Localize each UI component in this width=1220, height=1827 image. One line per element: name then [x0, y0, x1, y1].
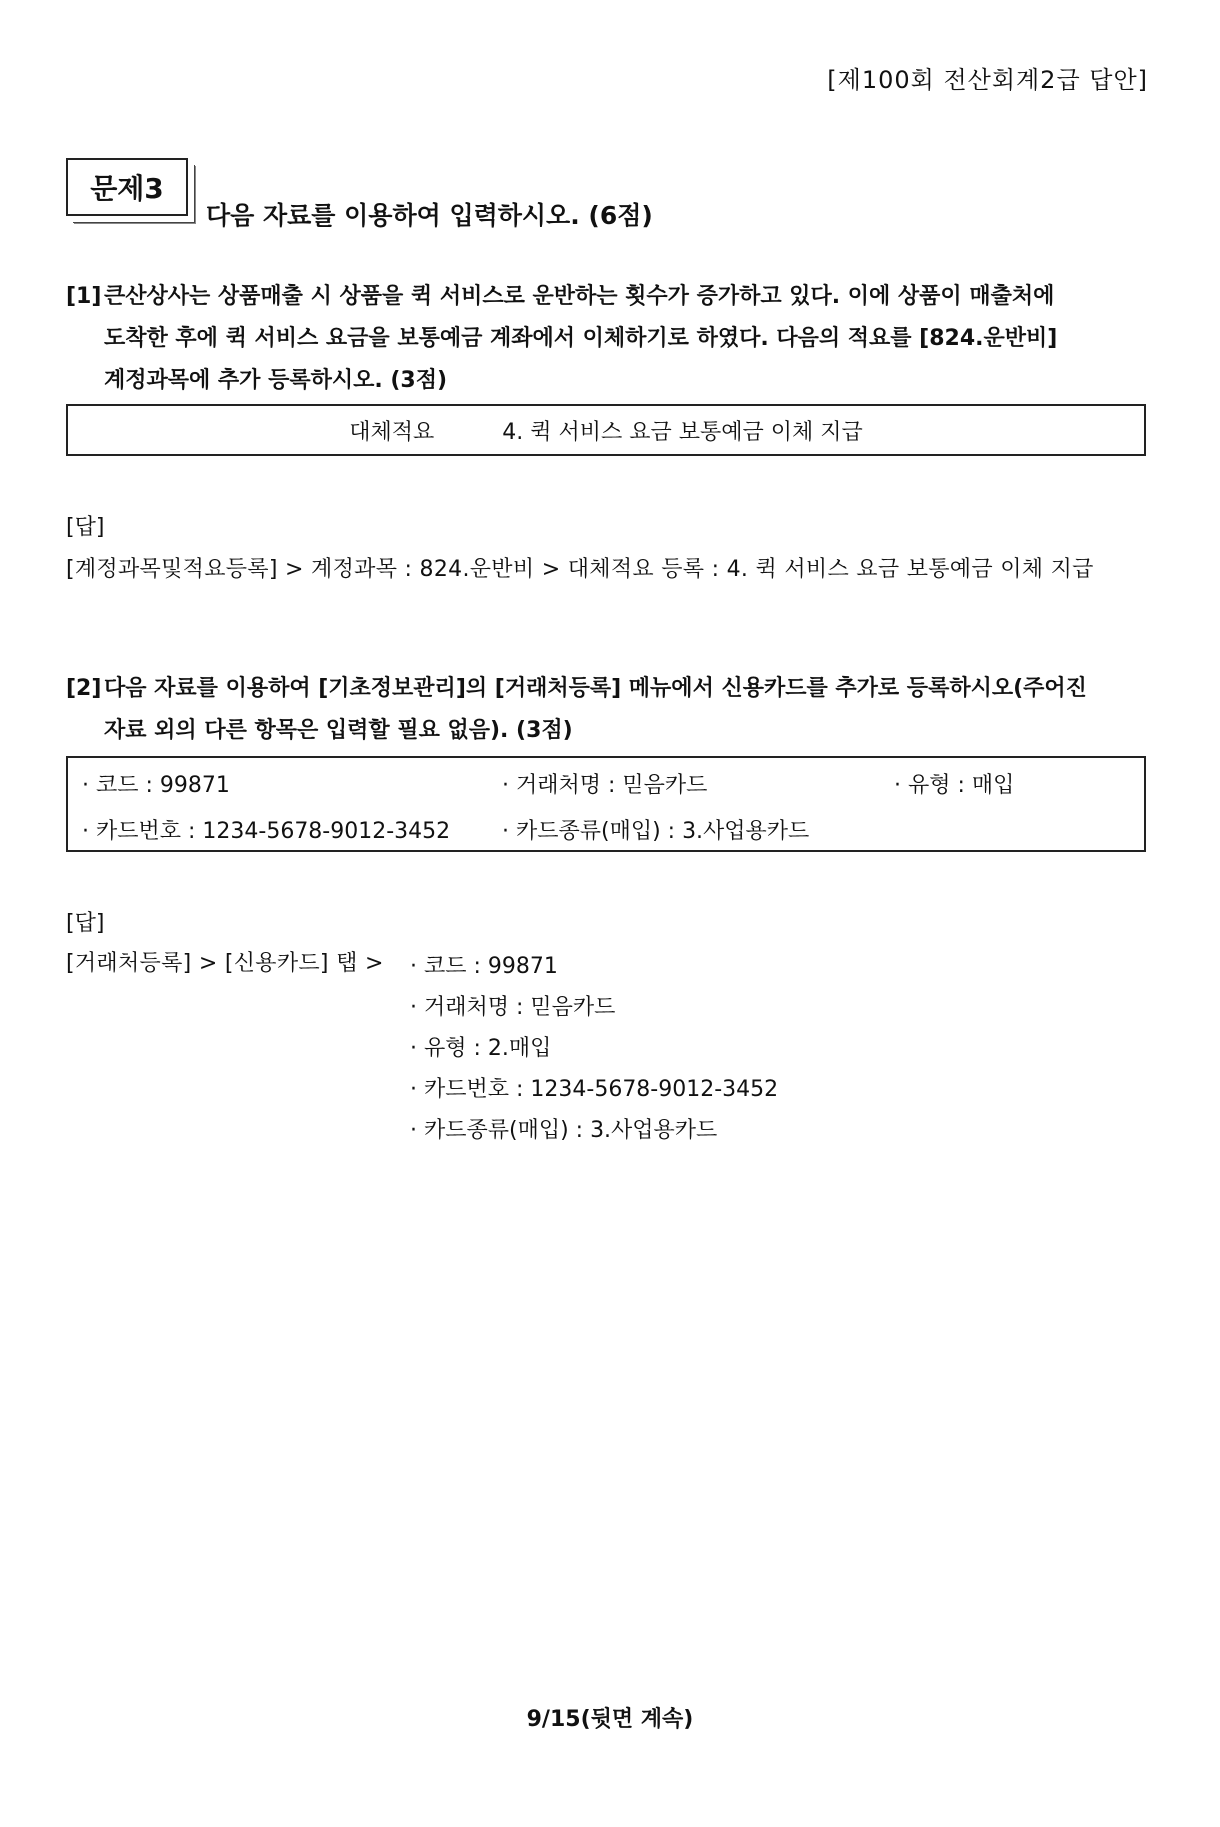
q2-line2: 자료 외의 다른 항목은 입력할 필요 없음). (3점)	[104, 718, 573, 743]
q2-number: [2]	[66, 676, 102, 701]
q2-answer-label: [답]	[66, 911, 105, 936]
q2-box-code: · 코드 : 99871	[82, 773, 230, 798]
exam-header-title: [제100회 전산회계2급 답안]	[827, 66, 1148, 94]
q2-data-box	[66, 756, 1146, 852]
q2-text	[66, 668, 1146, 752]
q1-number: [1]	[66, 284, 102, 309]
q2-box-type: · 유형 : 매입	[894, 773, 1015, 798]
q2-answer-item: · 유형 : 2.매입	[410, 1036, 552, 1061]
q1-answer: [계정과목및적요등록] > 계정과목 : 824.운반비 > 대체적요 등록 : 4. 퀵 서비스 요금 보통예금 이체 지급	[66, 557, 1094, 582]
q1-data-box	[66, 404, 1146, 456]
q1-text	[66, 276, 1146, 402]
q1-line3: 계정과목에 추가 등록하시오. (3점)	[104, 368, 448, 393]
page-number: 9/15(뒷면 계속)	[526, 1707, 694, 1732]
q2-line1	[66, 668, 1146, 710]
q1-line1	[66, 276, 1146, 318]
q2-box-name: · 거래처명 : 믿음카드	[502, 773, 708, 798]
question-badge-wrap	[66, 158, 188, 216]
q2-box-card-kind: · 카드종류(매입) : 3.사업용카드	[502, 819, 810, 844]
q2-box-card-number: · 카드번호 : 1234-5678-9012-3452	[82, 819, 451, 844]
q2-answer-list	[410, 946, 778, 1151]
q2-answer-item: · 카드종류(매입) : 3.사업용카드	[410, 1118, 718, 1143]
q1-line2: 도착한 후에 퀵 서비스 요금을 보통예금 계좌에서 이체하기로 하였다. 다음의 적요를 [824.운반비]	[104, 326, 1058, 351]
q1-box-label: 대체적요	[349, 419, 435, 445]
q2-answer-item: · 카드번호 : 1234-5678-9012-3452	[410, 1077, 779, 1102]
question-instruction: 다음 자료를 이용하여 입력하시오. (6점)	[206, 201, 653, 230]
q2-answer-item: · 거래처명 : 믿음카드	[410, 995, 616, 1020]
q2-line1-text: 다음 자료를 이용하여 [기초정보관리]의 [거래처등록] 메뉴에서 신용카드를 추가로 등록하시오(주어진	[104, 676, 1087, 701]
q2-answer-path: [거래처등록] > [신용카드] 탭 >	[66, 951, 384, 976]
q1-line1-text: 큰산상사는 상품매출 시 상품을 퀵 서비스로 운반하는 횟수가 증가하고 있다. 이에 상품이 매출처에	[104, 284, 1055, 309]
q2-answer-item: · 코드 : 99871	[410, 954, 558, 979]
question-badge: 문제3	[66, 158, 188, 216]
q1-box-value: 4. 퀵 서비스 요금 보통예금 이체 지급	[502, 419, 863, 445]
q1-answer-label: [답]	[66, 515, 105, 540]
